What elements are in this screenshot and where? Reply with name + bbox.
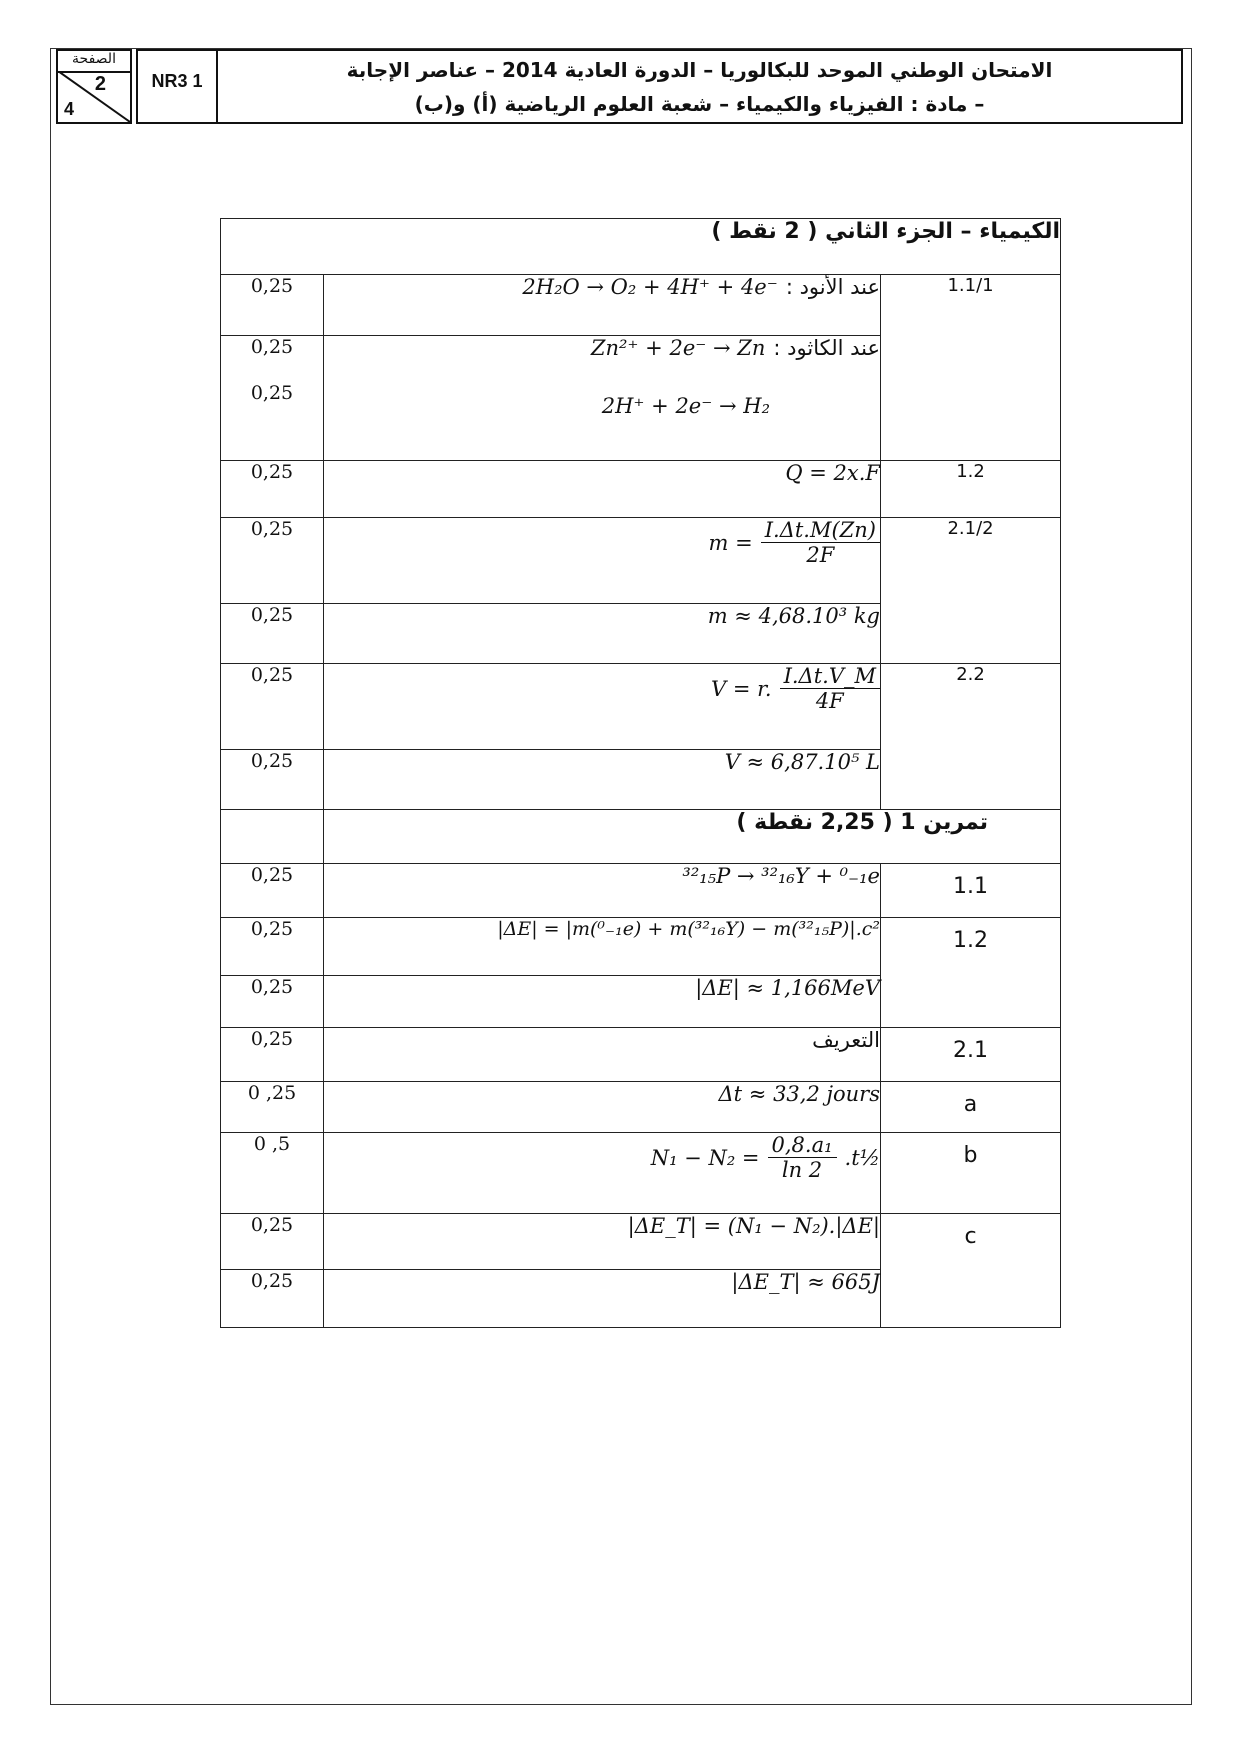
table-row	[221, 275, 1061, 336]
answer-cell: m ≈ 4,68.10³ kg	[324, 604, 881, 664]
answer-cell: V ≈ 6,87.10⁵ L	[324, 750, 881, 810]
answer-cell	[324, 336, 881, 461]
page-current: 2	[94, 73, 106, 95]
score-cell: 0,25	[221, 1270, 324, 1328]
exercise1-heading: تمرين 1 ( 2,25 نقطة )	[324, 810, 1061, 864]
table-row	[221, 1028, 1061, 1082]
chemistry-heading: الكيمياء – الجزء الثاني ( 2 نقط )	[221, 219, 1061, 275]
answer-cell: |ΔE| = |m(⁰₋₁e) + m(³²₁₆Y) − m(³²₁₅P)|.c²	[324, 918, 881, 976]
table-row	[221, 664, 1061, 750]
denominator: 4F	[815, 689, 844, 713]
answer-cell	[324, 275, 881, 336]
exam-code: NR3 1	[136, 49, 218, 124]
answer-cell: Δt ≈ 33,2 jours	[324, 1082, 881, 1133]
table-row	[221, 1214, 1061, 1270]
table-row	[221, 1082, 1061, 1133]
chemistry-heading-row	[221, 219, 1061, 275]
question-number: 1.2	[881, 918, 1061, 1028]
table-row	[221, 918, 1061, 976]
answer-cell	[324, 664, 881, 750]
score-cell: 0,25	[221, 275, 324, 336]
score-cell: 0,25	[221, 1028, 324, 1082]
score-cell: 0,25	[221, 918, 324, 976]
equation-rhs: .t½	[844, 1145, 880, 1170]
score-cell	[221, 336, 324, 461]
equation-lhs: V = r.	[711, 676, 772, 701]
exam-title-line1: الامتحان الوطني الموحد للبكالوريا – الدورة العادية 2014 – عناصر الإجابة	[346, 58, 1053, 82]
answer-cell: |ΔE_T| ≈ 665J	[324, 1270, 881, 1328]
anode-equation: 2H₂O → O₂ + 4H⁺ + 4e⁻	[522, 275, 778, 299]
answer-cell	[324, 518, 881, 604]
answer-cell: Q = 2x.F	[324, 461, 881, 518]
fraction	[761, 518, 880, 567]
answer-cell	[324, 1028, 881, 1082]
question-number: 1.2	[881, 461, 1061, 518]
page-number-box	[56, 49, 132, 124]
score-cell: 0,25	[221, 518, 324, 604]
fraction	[780, 664, 880, 713]
page-label: الصفحة	[58, 49, 130, 73]
equation-lhs: N₁ − N₂ =	[650, 1145, 760, 1170]
answer-table	[220, 218, 1061, 1328]
table-row	[221, 864, 1061, 918]
score-cell: 0,25	[221, 864, 324, 918]
table-row	[221, 461, 1061, 518]
equation-lhs: m =	[708, 530, 753, 555]
cathode-equation-2: 2H⁺ + 2e⁻ → H₂	[601, 394, 770, 418]
anode-label: عند الأنود :	[785, 275, 880, 299]
question-number: 1.1/1	[881, 275, 1061, 461]
score-cell: 0,25	[221, 604, 324, 664]
answer-cell: ³²₁₅P → ³²₁₆Y + ⁰₋₁e	[324, 864, 881, 918]
table-row	[221, 518, 1061, 604]
score-cell: 0,25	[221, 461, 324, 518]
score-cell: 0,25	[221, 750, 324, 810]
score-value: 0,25	[250, 336, 294, 358]
page-total: 4	[64, 99, 75, 119]
score-cell: 0,25	[221, 664, 324, 750]
answer-cell: |ΔE_T| = (N₁ − N₂).|ΔE|	[324, 1214, 881, 1270]
score-cell: 0,25	[221, 976, 324, 1028]
answer-cell	[324, 1133, 881, 1214]
numerator: I.Δt.M(Zn)	[761, 518, 880, 543]
fraction	[768, 1133, 837, 1182]
answer-cell: |ΔE| ≈ 1,166MeV	[324, 976, 881, 1028]
exam-title-line2: – مادة : الفيزياء والكيمياء – شعبة العلوم الرياضية (أ) و(ب)	[414, 92, 985, 116]
definition-text: التعريف	[812, 1028, 880, 1052]
question-number: c	[881, 1214, 1061, 1328]
cathode-equation: Zn²⁺ + 2e⁻ → Zn	[590, 336, 766, 360]
score-cell: 0 ,25	[221, 1082, 324, 1133]
empty-score-cell	[221, 810, 324, 864]
denominator: ln 2	[781, 1158, 823, 1182]
question-number: 2.1/2	[881, 518, 1061, 664]
numerator: I.Δt.V_M	[780, 664, 880, 689]
question-number: b	[881, 1133, 1061, 1214]
score-value: 0,25	[250, 382, 294, 404]
question-number: a	[881, 1082, 1061, 1133]
numerator: 0,8.a₁	[768, 1133, 837, 1158]
question-number: 1.1	[881, 864, 1061, 918]
table-row	[221, 1133, 1061, 1214]
question-number: 2.1	[881, 1028, 1061, 1082]
denominator: 2F	[806, 543, 835, 567]
score-cell: 0,25	[221, 1214, 324, 1270]
question-number: 2.2	[881, 664, 1061, 810]
exercise1-heading-row	[221, 810, 1061, 864]
cathode-label: عند الكاثود :	[773, 336, 880, 360]
score-cell: 0 ,5	[221, 1133, 324, 1214]
exam-title	[216, 49, 1183, 124]
